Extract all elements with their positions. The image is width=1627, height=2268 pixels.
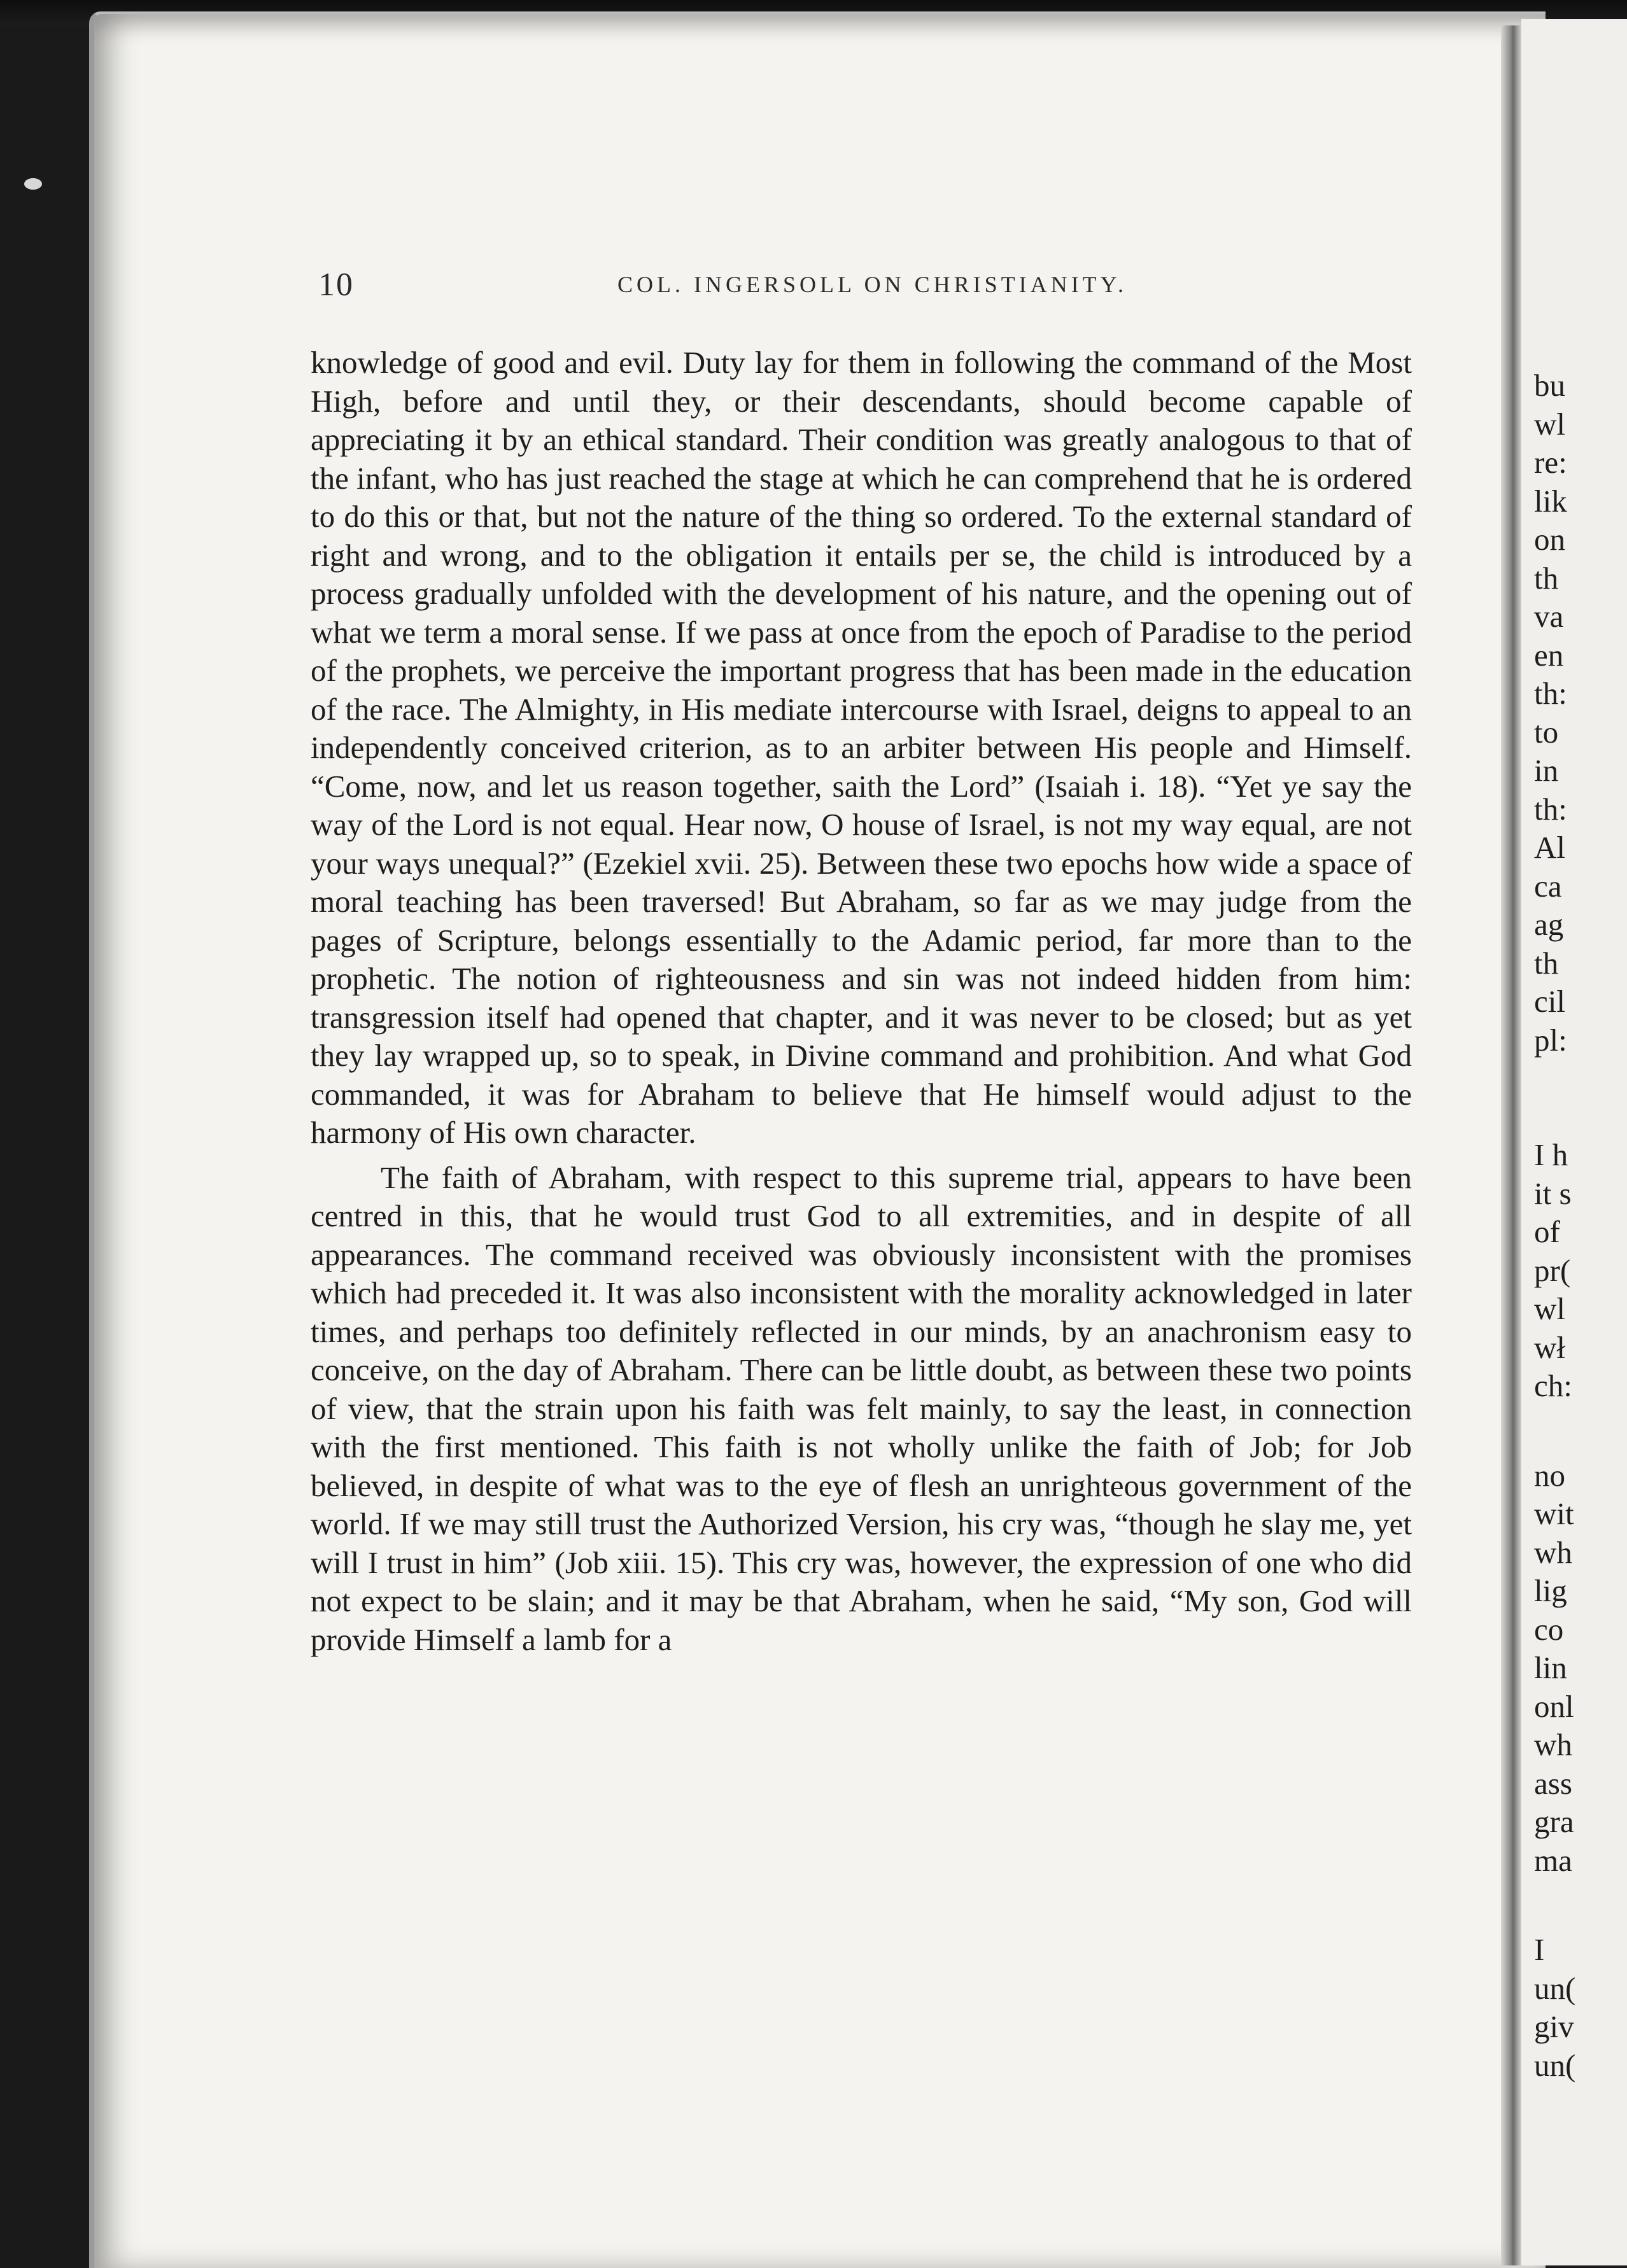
facing-page-line: giv	[1534, 2009, 1574, 2044]
facing-page-line: wh	[1534, 1534, 1572, 1570]
facing-page-line: wl	[1534, 1291, 1565, 1326]
running-title: COL. INGERSOLL ON CHRISTIANITY.	[617, 272, 1127, 297]
facing-page-line: en	[1534, 637, 1564, 673]
facing-page-line: lin	[1534, 1650, 1567, 1685]
facing-page-line: th:	[1534, 791, 1567, 827]
facing-page-line: in	[1534, 753, 1559, 788]
book-gutter	[1501, 25, 1521, 2265]
facing-page-line: to	[1534, 714, 1559, 750]
facing-page-line: un(	[1534, 1970, 1576, 2006]
facing-page-line: va	[1534, 599, 1564, 634]
body-text	[311, 344, 1412, 1659]
facing-page-edge	[1521, 19, 1627, 2265]
facing-page-gap	[1534, 1406, 1627, 1457]
facing-page-line: wl	[1534, 406, 1565, 442]
facing-page-line: un(	[1534, 2047, 1576, 2083]
facing-page-line: th	[1534, 945, 1559, 981]
facing-page-line: gra	[1534, 1804, 1574, 1839]
facing-page-line: I	[1534, 1932, 1545, 1967]
scan-speck	[24, 178, 42, 190]
facing-page-gap	[1534, 1880, 1627, 1931]
facing-page-line: no	[1534, 1457, 1565, 1493]
page-number: 10	[318, 267, 354, 303]
facing-page-line: of	[1534, 1214, 1560, 1249]
facing-page-line: th	[1534, 560, 1559, 596]
facing-page-line: co	[1534, 1611, 1564, 1647]
facing-page-line: on	[1534, 522, 1565, 557]
facing-page-text	[1534, 367, 1627, 2085]
facing-page-line: it s	[1534, 1175, 1572, 1211]
facing-page-line: I h	[1534, 1137, 1568, 1172]
facing-page-line: wh	[1534, 1727, 1572, 1762]
facing-page-line: pr(	[1534, 1252, 1571, 1288]
facing-page-line: th:	[1534, 676, 1567, 711]
facing-page-line: onl	[1534, 1688, 1574, 1724]
facing-page-line: ch:	[1534, 1368, 1572, 1403]
facing-page-line: ag	[1534, 907, 1564, 942]
facing-page-line: wł	[1534, 1329, 1565, 1365]
facing-page-line: ass	[1534, 1765, 1572, 1801]
facing-page-line: Al	[1534, 830, 1565, 865]
paragraph-1: knowledge of good and evil. Duty lay for them in following the command of the Most High, before and until they, or their descendants, should become capable of appreciating it by an ethical standard. Their condition was greatly analogous to that of the infant, who has just reached the stage at which he can comprehend that he is ordered to do this or that, but not the nature of the thing so ordered. To the external standard of right and wrong, and to the obligation it entails per se, the child is introduced by a process gradually unfolded with the development of his nature, and the opening out of what we term a moral sense. If we pass at once from the epoch of Paradise to the period of the prophets, we perceive the important progress that has been made in the education of the race. The Almighty, in His mediate intercourse with Israel, deigns to appeal to an independently conceived criterion, as to an arbiter between His people and Himself. “Come, now, and let us reason together, saith the Lord” (Isaiah i. 18). “Yet ye say the way of the Lord is not equal. Hear now, O house of Israel, is not my way equal, are not your ways unequal?” (Ezekiel xvii. 25). Between these two epochs how wide a space of moral teaching has been traversed! But Abraham, so far as we may judge from the pages of Scripture, belongs essentially to the Adamic period, far more than to the prophetic. The notion of righteousness and sin was not indeed hidden from him: transgression itself had opened that chapter, and it was never to be closed; but as yet they lay wrapped up, so to speak, in Divine command and prohibition. And what God commanded, it was for Abraham to believe that He himself would adjust to the harmony of His own character.	[311, 345, 1412, 1150]
facing-page-line: re:	[1534, 445, 1567, 480]
facing-page-line: wit	[1534, 1496, 1574, 1531]
facing-page-line: lig	[1534, 1573, 1567, 1608]
facing-page-line: bu	[1534, 368, 1565, 403]
facing-page-line: pl:	[1534, 1022, 1567, 1058]
facing-page-line: ma	[1534, 1842, 1572, 1878]
facing-page-line: cil	[1534, 984, 1565, 1019]
paragraph-2: The faith of Abraham, with respect to this supreme trial, appears to have been centred in this, that he would trust God to all extremities, and in despite of all appearances. The command received was obviously inconsistent with the promises which had preceded it. It was also inconsistent with the morality acknowledged in later times, and perhaps too definitely reflected in our minds, by an anachronism easy to conceive, on the day of Abraham. There can be little doubt, as between these two points of view, that the strain upon his faith was felt mainly, to say the least, in connection with the first mentioned. This faith is not wholly unlike the faith of Job; for Job believed, in despite of what was to the eye of flesh an unrighteous government of the world. If we may still trust the Authorized Version, his cry was, “though he slay me, yet will I trust in him” (Job xiii. 15). This cry was, however, the expression of one who did not expect to be slain; and it may be that Abraham, when he said, “My son, God will provide Himself a lamb for a	[311, 1159, 1412, 1657]
facing-page-line: lik	[1534, 483, 1567, 519]
facing-page-gap	[1534, 1060, 1627, 1136]
facing-page-line: ca	[1534, 868, 1562, 904]
